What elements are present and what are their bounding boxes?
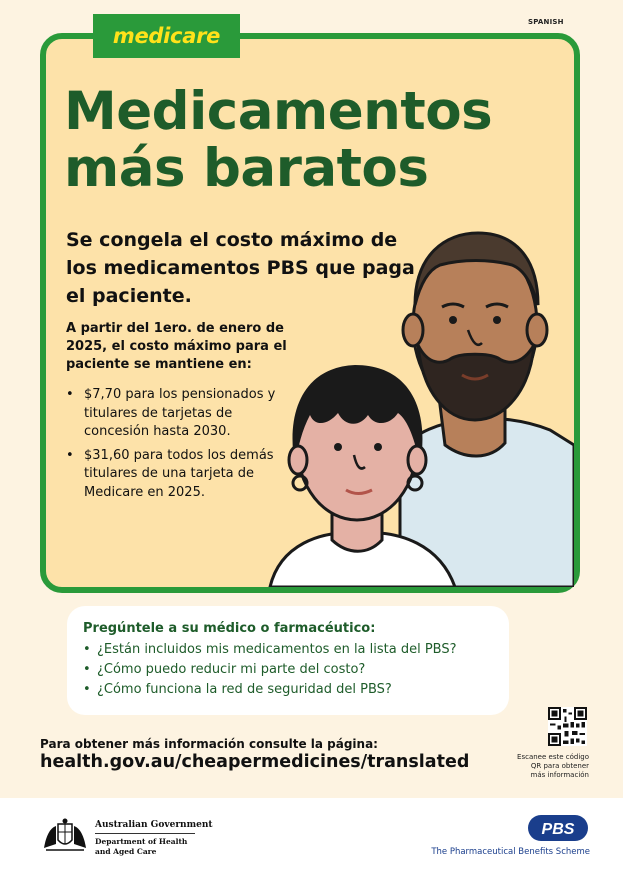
- man-eye-shape: [493, 316, 501, 324]
- gov-dept: [95, 837, 205, 856]
- questions-box: [67, 606, 509, 715]
- gov-dept-line: and Aged Care: [95, 846, 157, 856]
- questions-list: [83, 640, 493, 700]
- qr-caption-line: Escanee este código: [517, 753, 589, 761]
- language-label: SPANISH: [528, 18, 564, 26]
- gov-rule: [95, 833, 195, 834]
- qr-caption-line: QR para obtener: [530, 762, 589, 770]
- woman-ear-shape: [408, 446, 426, 474]
- more-info-label: Para obtener más información consulte la página:: [40, 737, 378, 751]
- people-illustration: [250, 215, 574, 587]
- more-info-url[interactable]: health.gov.au/cheapermedicines/translated: [40, 752, 470, 772]
- medicare-logo-text: medicare: [112, 24, 221, 48]
- page-title: [64, 83, 492, 197]
- qr-caption: [499, 753, 589, 780]
- title-line-1: Medicamentos: [64, 81, 493, 142]
- qr-code-icon[interactable]: [548, 707, 587, 746]
- gov-dept-line: Department of Health: [95, 837, 188, 846]
- man-eye-shape: [449, 316, 457, 324]
- medicare-logo: [93, 14, 240, 58]
- price-item: • $31,60 para todos los demás titulares de una tarjeta de Medicare en 2025.: [60, 447, 300, 503]
- woman-eye-shape: [334, 443, 342, 451]
- coat-of-arms-icon: [40, 818, 90, 854]
- intro-text: A partir del 1ero. de enero de 2025, el costo máximo para el paciente se mantiene en:: [66, 321, 287, 372]
- question-item: • ¿Cómo puedo reducir mi parte del costo?: [83, 660, 493, 680]
- gov-name: Australian Government: [95, 820, 213, 830]
- woman-eye-shape: [374, 443, 382, 451]
- qr-caption-line: más información: [530, 771, 589, 779]
- woman-ear-shape: [289, 446, 307, 474]
- pbs-logo-text: PBS: [541, 821, 575, 838]
- pbs-caption: The Pharmaceutical Benefits Scheme: [431, 847, 590, 857]
- footer: [0, 798, 623, 888]
- subtitle: Se congela el costo máximo de los medicamentos PBS que paga el paciente.: [66, 229, 415, 307]
- pbs-logo: [527, 814, 589, 842]
- title-line-2: más baratos: [64, 138, 429, 199]
- questions-title: Pregúntele a su médico o farmacéutico:: [83, 621, 376, 636]
- man-ear-shape: [527, 314, 547, 346]
- price-item: • $7,70 para los pensionados y titulares de tarjetas de concesión hasta 2030.: [60, 386, 300, 442]
- man-ear-shape: [403, 314, 423, 346]
- question-item: • ¿Están incluidos mis medicamentos en la lista del PBS?: [83, 640, 493, 660]
- question-item: • ¿Cómo funciona la red de seguridad del PBS?: [83, 680, 493, 700]
